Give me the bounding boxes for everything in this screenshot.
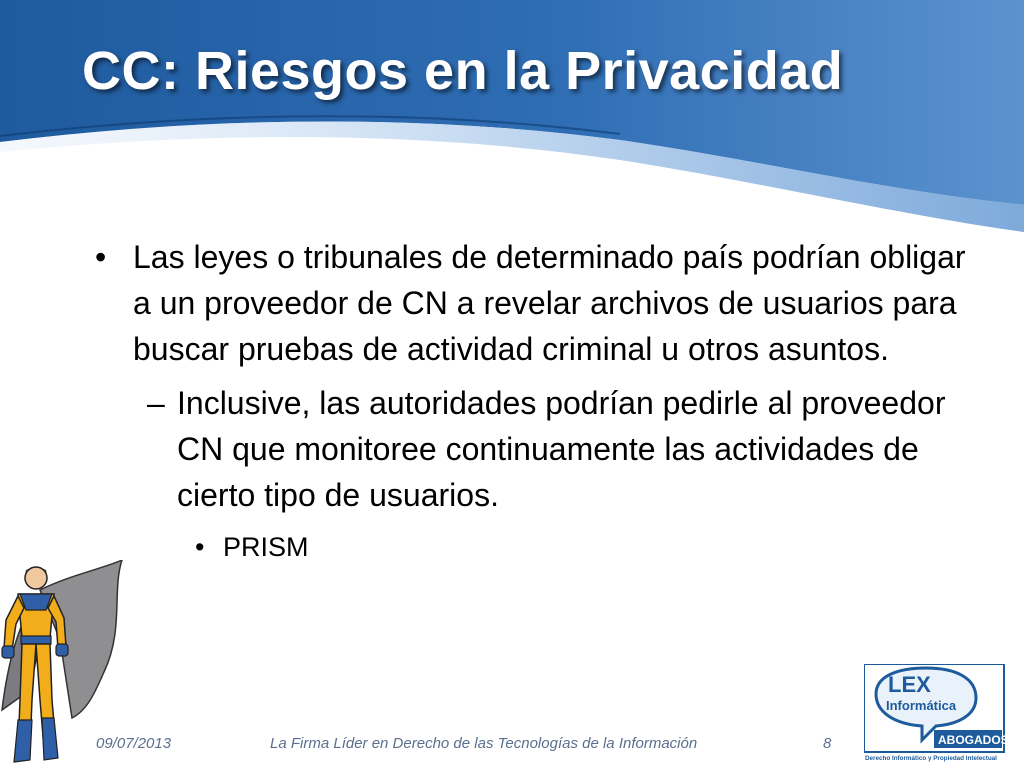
slide-title: CC: Riesgos en la Privacidad bbox=[82, 41, 844, 101]
bullet-level-1 bbox=[95, 234, 975, 372]
logo-abogados-text: ABOGADOS bbox=[938, 733, 1009, 747]
footer-tagline: La Firma Líder en Derecho de las Tecnologías de la Información bbox=[270, 735, 698, 752]
footer-page-number: 8 bbox=[823, 735, 832, 752]
header-banner bbox=[0, 0, 1024, 240]
bullet-text-level-1: Las leyes o tribunales de determinado país podrían obligar a un proveedor de CN a revelar archivos de usuarios para buscar pruebas de actividad criminal u otros asuntos. bbox=[133, 239, 966, 367]
lex-informatica-logo bbox=[864, 664, 1009, 764]
bullet-dot-icon: • bbox=[95, 239, 107, 275]
bullet-text-level-3: PRISM bbox=[223, 532, 309, 562]
logo-informatica-text: Informática bbox=[886, 698, 957, 713]
bullet-level-3 bbox=[195, 528, 975, 566]
bullet-text-level-2: Inclusive, las autoridades podrían pedirle al proveedor CN que monitoree continuamente las actividades de cierto tipo de usuarios. bbox=[177, 385, 946, 513]
footer-date: 09/07/2013 bbox=[96, 735, 172, 752]
logo-caption: Derecho Informático y Propiedad Intelectual bbox=[865, 755, 997, 762]
slide-content bbox=[95, 234, 975, 566]
bullet-dot-icon: • bbox=[195, 532, 205, 562]
bullet-dash-icon: – bbox=[147, 385, 165, 421]
logo-lex-text: LEX bbox=[888, 672, 931, 697]
lex-logo-graphic bbox=[864, 664, 1009, 764]
bullet-level-2 bbox=[147, 380, 975, 518]
